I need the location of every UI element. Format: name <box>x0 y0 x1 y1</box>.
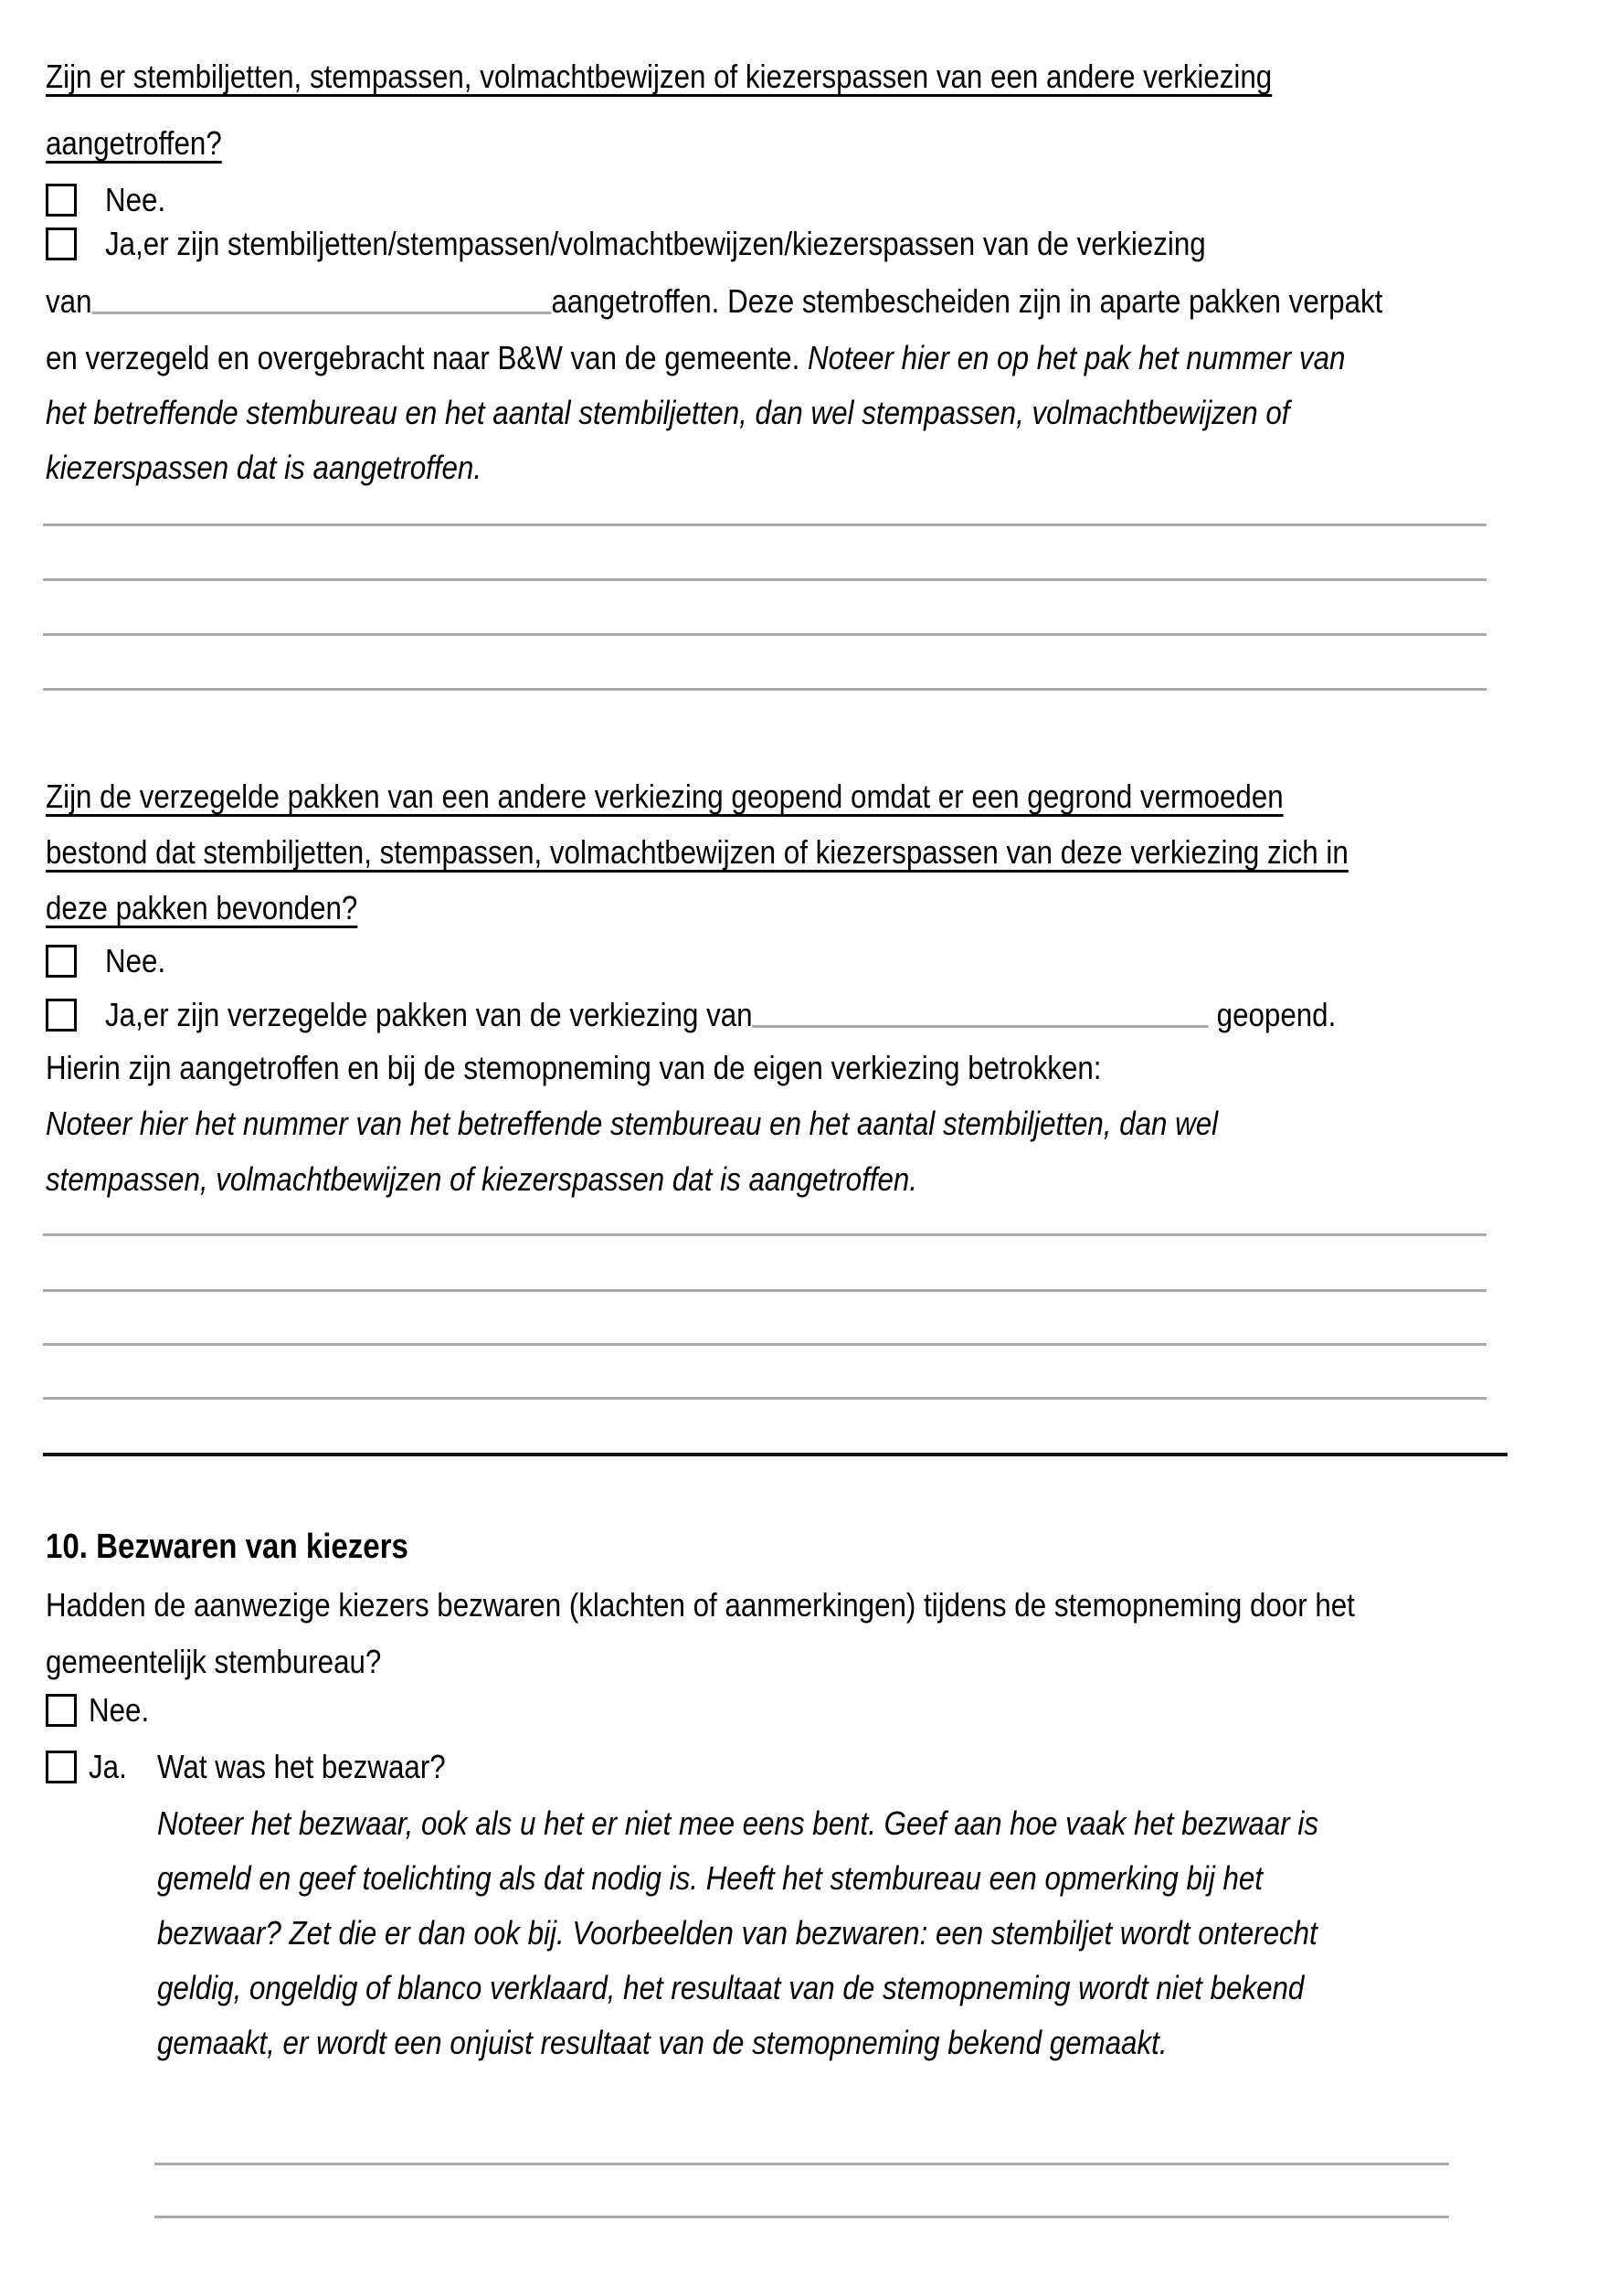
answer-line <box>43 524 1487 526</box>
paragraph-line: Hierin zijn aangetroffen en bij de stemopneming van de eigen verkiezing betrokken: <box>46 1049 1102 1086</box>
instruction-line: gemaakt, er wordt een onjuist resultaat van de stemopneming bekend gemaakt. <box>157 2024 1168 2061</box>
instruction-line: stempassen, volmachtbewijzen of kiezerspassen dat is aangetroffen. <box>46 1160 918 1198</box>
question-heading-line: bestond dat stembiljetten, stempassen, volmachtbewijzen of kiezerspassen van deze verkiezing zich in <box>46 833 1349 871</box>
instruction-line: geldig, ongeldig of blanco verklaard, het resultaat van de stemopneming wordt niet bekend <box>157 1969 1305 2006</box>
checkbox-label: Ja. <box>89 1748 127 1785</box>
answer-line <box>43 688 1487 691</box>
instruction-line: bezwaar? Zet die er dan ook bij. Voorbeelden van bezwaren: een stembiljet wordt onterecht <box>157 1914 1317 1952</box>
answer-line <box>43 633 1487 636</box>
section-heading: 10. Bezwaren van kiezers <box>46 1528 408 1566</box>
checkbox-label: Nee. <box>89 1691 150 1729</box>
instruction-line: Noteer het bezwaar, ook als u het er niet mee eens bent. Geef aan hoe vaak het bezwaar is <box>157 1804 1318 1842</box>
sub-question: Wat was het bezwaar? <box>157 1748 446 1785</box>
paragraph-line <box>46 338 1345 378</box>
question-heading-line: Zijn er stembiljetten, stempassen, volmachtbewijzen of kiezerspassen van een andere verkiezing <box>46 58 1273 95</box>
fill-blank-verkiezing-1[interactable] <box>92 282 552 314</box>
question-heading-line: deze pakken bevonden? <box>46 889 358 926</box>
checkbox-label: Ja,er zijn stembiljetten/stempassen/volmachtbewijzen/kiezerspassen van de verkiezing <box>105 225 1206 262</box>
checkbox-nee-2[interactable] <box>46 945 77 978</box>
checkbox-label <box>105 995 1336 1035</box>
answer-line <box>43 1397 1487 1400</box>
checkbox-label: Nee. <box>105 181 166 218</box>
answer-line <box>43 1233 1487 1236</box>
checkbox-ja-3[interactable] <box>46 1751 77 1783</box>
question-line: Hadden de aanwezige kiezers bezwaren (klachten of aanmerkingen) tijdens de stemopneming door het <box>46 1586 1355 1624</box>
instruction-line: Noteer hier het nummer van het betreffende stembureau en het aantal stembiljetten, dan wel <box>46 1105 1219 1142</box>
answer-line <box>154 2163 1449 2165</box>
checkbox-label-text: Ja,er zijn verzegelde pakken van de verkiezing van <box>105 996 753 1033</box>
question-heading-line: Zijn de verzegelde pakken van een andere verkiezing geopend omdat er een gegrond vermoeden <box>46 778 1284 815</box>
question-line: gemeentelijk stembureau? <box>46 1643 382 1680</box>
checkbox-nee-3[interactable] <box>46 1694 77 1727</box>
checkbox-ja-1[interactable] <box>46 227 77 260</box>
paragraph-line <box>46 281 1382 322</box>
instruction-line: kiezerspassen dat is aangetroffen. <box>46 449 482 486</box>
checkbox-label: Nee. <box>105 942 166 979</box>
question-heading-line: aangetroffen? <box>46 124 222 162</box>
checkbox-label-text: geopend. <box>1208 996 1337 1033</box>
instruction-line: het betreffende stembureau en het aantal stembiljetten, dan wel stempassen, volmachtbewijzen of <box>46 394 1290 431</box>
answer-line <box>154 2216 1449 2218</box>
answer-line <box>43 1289 1487 1292</box>
van-label: van <box>46 282 92 320</box>
answer-line <box>43 1343 1487 1346</box>
checkbox-ja-2[interactable] <box>46 999 77 1032</box>
separator-line <box>43 1453 1508 1456</box>
instruction-text: Noteer hier en op het pak het nummer van <box>807 339 1346 376</box>
paragraph-text: en verzegeld en overgebracht naar B&W van de gemeente. <box>46 339 808 376</box>
checkbox-nee-1[interactable] <box>46 184 77 217</box>
instruction-line: gemeld en geef toelichting als dat nodig is. Heeft het stembureau een opmerking bij het <box>157 1859 1264 1897</box>
paragraph-text: aangetroffen. Deze stembescheiden zijn in aparte pakken verpakt <box>551 282 1383 320</box>
answer-line <box>43 578 1487 581</box>
fill-blank-verkiezing-2[interactable] <box>753 996 1209 1028</box>
